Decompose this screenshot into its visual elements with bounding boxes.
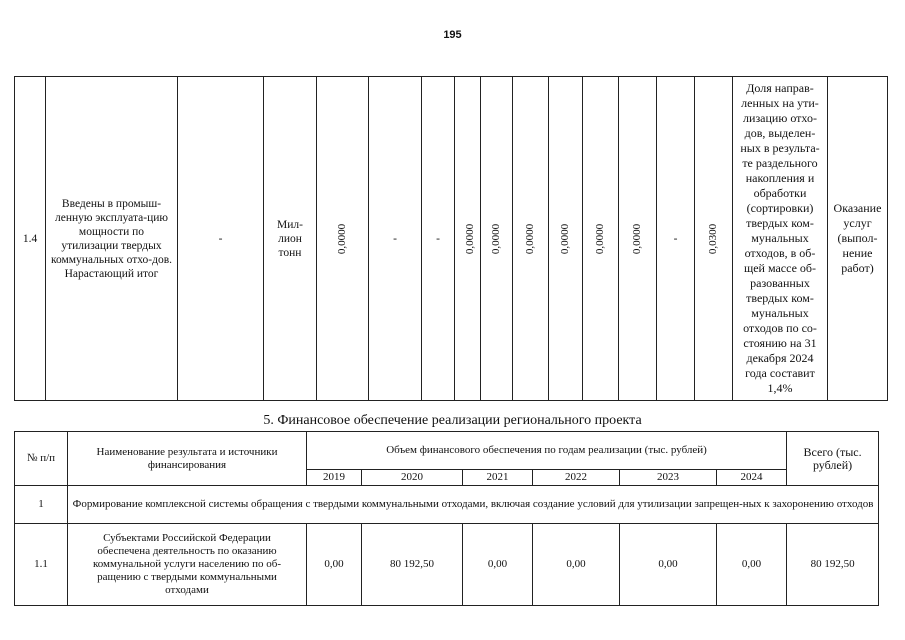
type-cell [828, 77, 888, 401]
row-number: 1.1 [15, 524, 68, 606]
financing-table [14, 431, 879, 606]
header-num: № п/п [15, 432, 68, 486]
header-volume: Объем финансового обеспечения по годам реализации (тыс. рублей) [307, 432, 787, 470]
value-cell [513, 77, 549, 401]
unit-cell [264, 77, 317, 401]
base-value-cell [317, 77, 369, 401]
header-row [15, 432, 879, 470]
value-cell [583, 77, 619, 401]
indicators-table [14, 76, 888, 401]
value-text: 0,0000 [594, 223, 607, 254]
header-name: Наименование результата и источники финансирования [68, 432, 307, 486]
value-cell: 0,00 [463, 524, 533, 606]
cell-dash: - [178, 77, 264, 401]
value-text: 0,0000 [631, 223, 644, 254]
year-cell: 2021 [463, 470, 533, 486]
year-cell: 2019 [307, 470, 362, 486]
value-cell [455, 77, 481, 401]
value-cell [481, 77, 513, 401]
table-row [15, 77, 888, 401]
year-cell: 2022 [533, 470, 620, 486]
value-text: 0,0000 [490, 223, 503, 254]
result-name [46, 77, 178, 401]
unit-text: Мил-лион тонн [277, 218, 303, 259]
cell-dash: - [657, 77, 695, 401]
description-cell [733, 77, 828, 401]
table-row [15, 524, 879, 606]
value-text: 0,0000 [464, 223, 477, 254]
value-cell [619, 77, 657, 401]
value-cell: 80 192,50 [362, 524, 463, 606]
section-text: Формирование комплексной системы обращения с твердыми коммунальными отходами, включая создание условий для утилизации запрещен-ных к захоронению отходов [68, 486, 879, 524]
row-number: 1.4 [15, 77, 46, 401]
value-text: 0,0000 [559, 223, 572, 254]
cell-dash: - [422, 77, 455, 401]
value-cell: 0,00 [533, 524, 620, 606]
section-num: 1 [15, 486, 68, 524]
header-total: Всего (тыс. рублей) [787, 432, 879, 486]
base-value: 0,0000 [336, 223, 349, 254]
description-text: Доля направ-ленных на ути-лизацию отхо-дов, выделен-ных в результа-те раздельного накопления и обработки (сортировки) твердых ком-мунальных отходов, в об-щей массе об-разованных твердых ком-мунальных отходов по со-стоянию на 31 декабря 2024 года составит 1,4% [740, 81, 820, 395]
year-cell: 2024 [717, 470, 787, 486]
value-text: 0,0300 [707, 223, 720, 254]
section-row [15, 486, 879, 524]
year-cell: 2020 [362, 470, 463, 486]
value-cell: 0,00 [620, 524, 717, 606]
value-cell [549, 77, 583, 401]
row-name: Субъектами Российской Федерации обеспечена деятельность по оказанию коммунальной услуги населению по об-ращению с твердыми коммунальными отходами [68, 524, 307, 606]
cell-dash: - [369, 77, 422, 401]
value-cell [695, 77, 733, 401]
value-cell: 0,00 [717, 524, 787, 606]
type-text: Оказание услуг (выпол-нение работ) [833, 201, 882, 275]
section-title: 5. Финансовое обеспечение реализации регионального проекта [263, 413, 642, 428]
total-cell: 80 192,50 [787, 524, 879, 606]
value-text: 0,0000 [524, 223, 537, 254]
value-cell: 0,00 [307, 524, 362, 606]
year-cell: 2023 [620, 470, 717, 486]
result-name-text: Введены в промыш-ленную эксплуата-цию мощности по утилизации твердых коммунальных отхо-дов. Нарастающий итог [50, 197, 173, 280]
page-number: 195 [443, 29, 462, 41]
